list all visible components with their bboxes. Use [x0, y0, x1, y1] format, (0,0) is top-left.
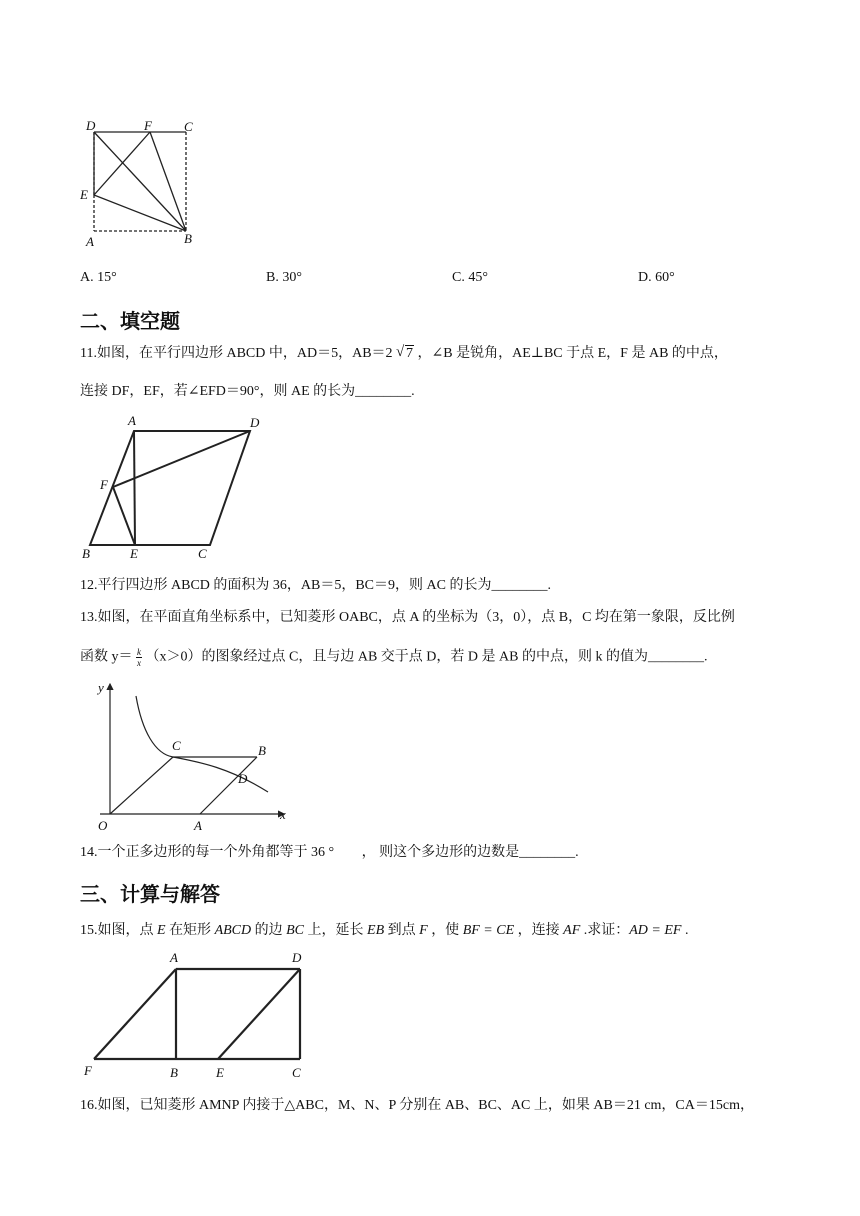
q15-label-D: D	[292, 950, 302, 965]
q13-line2	[80, 647, 707, 668]
q15-var-5: F	[419, 923, 428, 938]
q16-text: 16.如图，已知菱形 AMNP 内接于△ABC，M、N、P 分别在 AB、BC、AC 上，如果 AB＝21 cm，CA＝15cm，	[80, 1098, 754, 1113]
q10-option-b: B. 30°	[266, 270, 302, 285]
q10-label-C: C	[184, 119, 193, 134]
q10-option-a: A. 15°	[80, 270, 117, 285]
q13-label-C: C	[172, 738, 181, 753]
q11-label-A: A	[128, 413, 136, 428]
q15-text-7: ，连接	[514, 923, 564, 938]
q15-var-7: AF	[563, 923, 581, 938]
q13-label-x: x	[280, 807, 286, 822]
q11-sqrt: √ 7	[396, 344, 414, 361]
q14-text-b: ， 则这个多边形的边数是________.	[361, 845, 579, 860]
q15-label-B: B	[170, 1065, 178, 1080]
q11-label-B: B	[82, 546, 90, 561]
q10-label-A: A	[86, 234, 94, 249]
q15-text-4: 上，延长	[304, 923, 368, 938]
q11-label-C: C	[198, 546, 207, 561]
q15-label-A: A	[170, 950, 178, 965]
q10-label-D: D	[86, 118, 96, 133]
q10-label-F: F	[144, 118, 152, 133]
q14-text-a: 14.一个正多边形的每一个外角都等于 36 °	[80, 845, 335, 860]
q15-text-3: 的边	[251, 923, 287, 938]
q11-label-F: F	[100, 477, 108, 492]
q10-figure	[80, 115, 205, 255]
q10-option-c: C. 45°	[452, 270, 488, 285]
q11-text-b: ，∠B 是锐角，AE⊥BC 于点 E，F 是 AB 的中点，	[417, 346, 728, 361]
q15-text-8: .求证：	[580, 923, 630, 938]
q11-label-E: E	[130, 546, 138, 561]
q15-label-E: E	[216, 1065, 224, 1080]
q15-label-F: F	[84, 1063, 92, 1078]
q10-label-B: B	[184, 231, 192, 246]
section-heading-fill-blank: 二、填空题	[80, 309, 180, 333]
q15-label-C: C	[292, 1065, 301, 1080]
q13-figure	[80, 676, 295, 836]
q11-text-a: 11.如图，在平行四边形 ABCD 中，AD＝5，AB＝2	[80, 346, 393, 361]
q13-text-a: 函数 y＝	[80, 649, 133, 665]
q13-label-y: y	[98, 680, 104, 695]
q11-line2: 连接 DF，EF，若∠EFD＝90°，则 AE 的长为________.	[80, 384, 415, 399]
q15-text-1: 15.如图，点	[80, 923, 157, 938]
q15-text-9: .	[681, 923, 689, 938]
q14-line	[80, 843, 579, 863]
q10-label-E: E	[80, 187, 88, 202]
q13-label-D: D	[238, 771, 248, 786]
q15-var-8: AD = EF	[629, 923, 682, 938]
q12-text: 12.平行四边形 ABCD 的面积为 36，AB＝5，BC＝9，则 AC 的长为________.	[80, 578, 551, 593]
q11-sqrt-value: 7	[406, 346, 414, 361]
q15-text-2: 在矩形	[165, 923, 215, 938]
q11-label-D: D	[250, 415, 260, 430]
q15-line	[80, 921, 688, 941]
q13-label-A: A	[194, 818, 202, 833]
q15-var-4: EB	[367, 923, 385, 938]
q13-frac-num: k	[137, 647, 141, 657]
q15-var-2: ABCD	[214, 923, 252, 938]
q15-text-6: ，使	[427, 923, 463, 938]
q15-var-6: BF = CE	[462, 923, 515, 938]
q15-var-3: BC	[286, 923, 305, 938]
q15-text-5: 到点	[384, 923, 420, 938]
q13-label-O: O	[98, 818, 108, 833]
q11-line1	[80, 344, 728, 364]
q13-fraction	[136, 647, 142, 668]
q11-figure	[80, 412, 270, 562]
q15-var-1: E	[157, 923, 166, 938]
q13-text-b: （x＞0）的图象经过点 C，且与边 AB 交于点 D，若 D 是 AB 的中点，则 k 的值为________.	[145, 649, 708, 665]
q13-label-B: B	[258, 743, 266, 758]
q10-option-d: D. 60°	[638, 270, 675, 285]
q15-figure	[80, 945, 320, 1085]
section-heading-calculation: 三、计算与解答	[80, 882, 220, 906]
q13-frac-den: x	[137, 658, 141, 668]
q13-line1: 13.如图，在平面直角坐标系中，已知菱形 OABC，点 A 的坐标为（3，0），点 B，C 均在第一象限，反比例	[80, 610, 735, 625]
